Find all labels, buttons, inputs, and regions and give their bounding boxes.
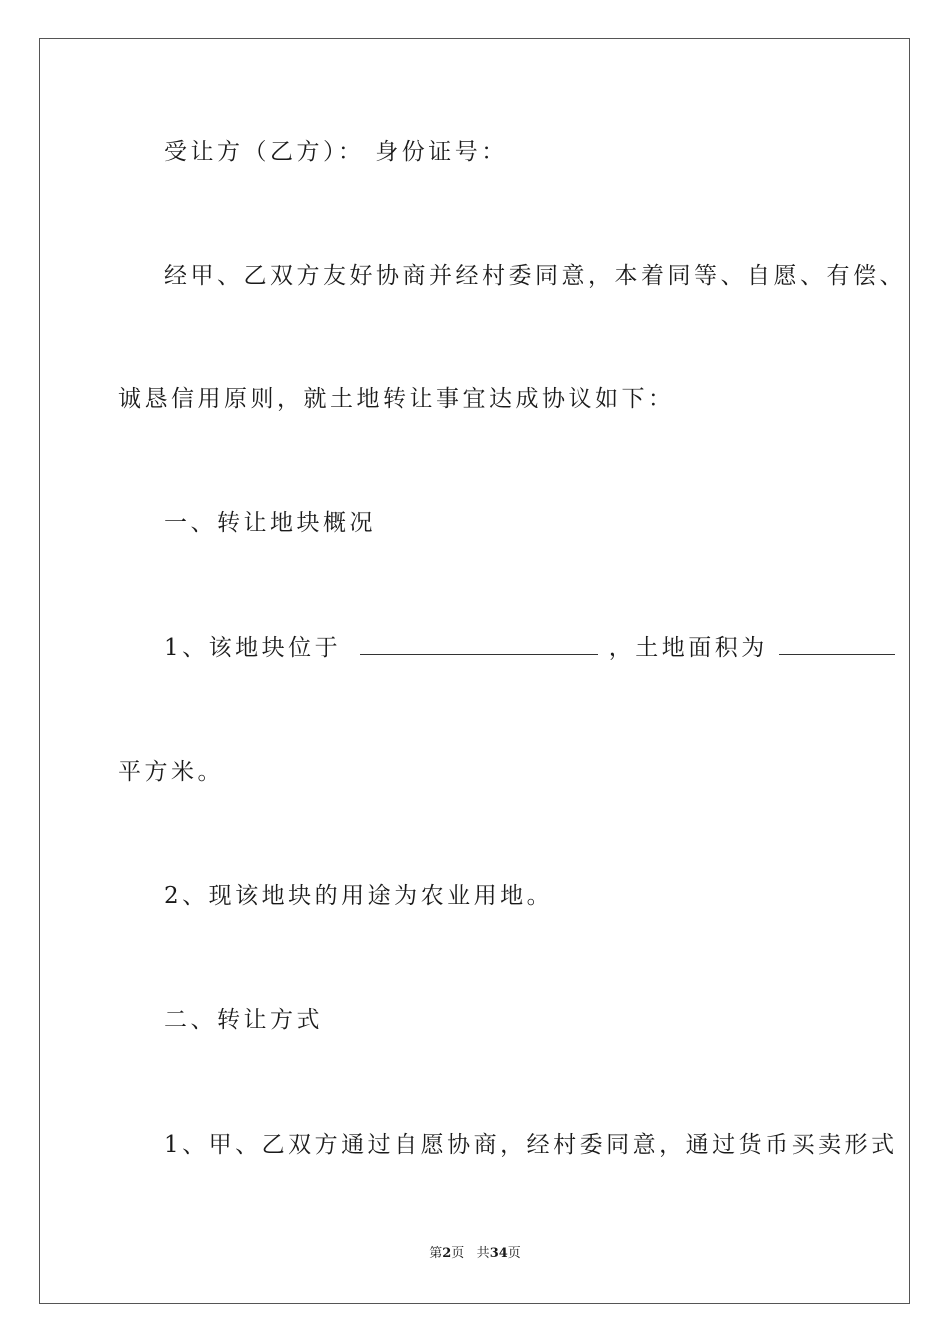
section-1-heading: 一、转让地块概况 bbox=[164, 510, 376, 536]
location-blank[interactable] bbox=[360, 636, 598, 655]
page-number: 2 bbox=[442, 1246, 452, 1261]
agreement-intro-line-2: 诚恳信用原则，就土地转让事宜达成协议如下： bbox=[118, 386, 675, 412]
page-footer bbox=[0, 1246, 950, 1262]
total-prefix: 共 bbox=[476, 1246, 490, 1261]
transferee-line: 受让方（乙方）： 身份证号： bbox=[164, 139, 508, 165]
page-frame bbox=[39, 38, 910, 1304]
area-blank[interactable] bbox=[779, 636, 895, 655]
area-label: ，土地面积为 bbox=[608, 635, 768, 661]
agreement-intro-line-1: 经甲、乙双方友好协商并经村委同意，本着同等、自愿、有偿、 bbox=[164, 263, 906, 289]
location-prefix: 1、该地块位于 bbox=[164, 635, 342, 661]
page-prefix: 第 bbox=[429, 1246, 443, 1261]
transfer-method-line: 1、甲、乙双方通过自愿协商，经村委同意，通过货币买卖形式 bbox=[164, 1132, 898, 1158]
total-pages: 34 bbox=[489, 1246, 508, 1261]
total-suffix: 页 bbox=[507, 1246, 521, 1261]
land-use-line: 2、现该地块的用途为农业用地。 bbox=[164, 883, 554, 909]
section-2-heading: 二、转让方式 bbox=[164, 1007, 323, 1033]
page-suffix: 页 bbox=[451, 1246, 465, 1261]
area-unit-line: 平方米。 bbox=[118, 759, 224, 785]
location-line bbox=[164, 634, 895, 662]
